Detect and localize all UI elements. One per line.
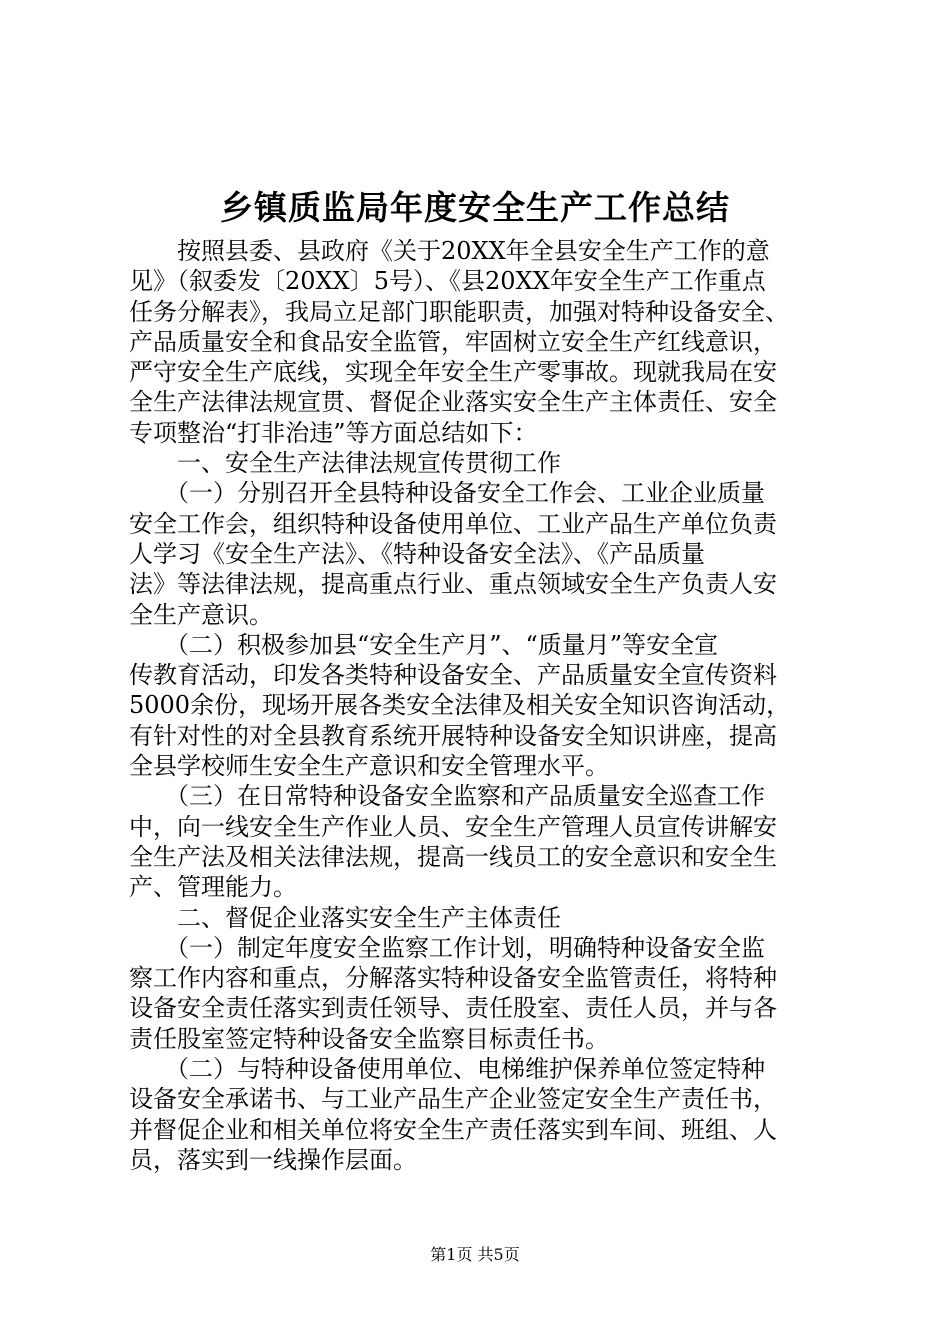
page-footer: 第1页 共5页 bbox=[430, 1245, 520, 1264]
document-body bbox=[129, 236, 829, 1175]
text-line: 按照县委、县政府《关于20XX年全县安全生产工作的意 bbox=[129, 237, 770, 265]
text-line: 察工作内容和重点，分解落实特种设备安全监管责任，将特种 bbox=[129, 964, 777, 993]
text-line: 见》（叙委发〔20XX〕5号）、《县20XX年安全生产工作重点 bbox=[129, 267, 766, 296]
text-line: 严守安全生产底线，实现全年安全生产零事故。现就我局在安 bbox=[129, 358, 777, 387]
document-title: 乡镇质监局年度安全生产工作总结 bbox=[220, 188, 730, 227]
text-line: 责任股室签定特种设备安全监察目标责任书。 bbox=[129, 1024, 609, 1053]
text-line: （二）与特种设备使用单位、电梯维护保养单位签定特种 bbox=[129, 1055, 765, 1084]
text-line: 员，落实到一线操作层面。 bbox=[129, 1145, 417, 1174]
text-line: （一）制定年度安全监察工作计划，明确特种设备安全监 bbox=[129, 933, 765, 962]
text-line: 设备安全责任落实到责任领导、责任股室、责任人员，并与各 bbox=[129, 994, 777, 1023]
text-line: 全县学校师生安全生产意识和安全管理水平。 bbox=[129, 752, 609, 781]
text-line: 中，向一线安全生产作业人员、安全生产管理人员宣传讲解安 bbox=[129, 812, 777, 841]
text-line: 全生产法及相关法律法规，提高一线员工的安全意识和安全生 bbox=[129, 842, 777, 871]
text-line: 法》等法律法规，提高重点行业、重点领域安全生产负责人安 bbox=[129, 570, 777, 599]
text-line: 专项整治“打非治违”等方面总结如下： bbox=[129, 418, 538, 447]
text-line: 并督促企业和相关单位将安全生产责任落实到车间、班组、人 bbox=[129, 1115, 777, 1144]
text-line: 一、安全生产法律法规宣传贯彻工作 bbox=[129, 449, 561, 478]
text-line: （一）分别召开全县特种设备安全工作会、工业企业质量 bbox=[129, 479, 765, 508]
text-line: 5000余份，现场开展各类安全法律及相关安全知识咨询活动， bbox=[129, 691, 791, 720]
text-line: （三）在日常特种设备安全监察和产品质量安全巡查工作 bbox=[129, 782, 765, 811]
text-line: 任务分解表》，我局立足部门职能职责，加强对特种设备安全、 bbox=[129, 297, 789, 326]
text-line: （二）积极参加县“安全生产月”、“质量月”等安全宣 bbox=[129, 630, 719, 659]
text-line: 安全工作会，组织特种设备使用单位、工业产品生产单位负责 bbox=[129, 509, 777, 538]
text-line: 设备安全承诺书、与工业产品生产企业签定安全生产责任书， bbox=[129, 1085, 777, 1114]
text-line: 全生产法律法规宣贯、督促企业落实安全生产主体责任、安全 bbox=[129, 388, 777, 417]
text-line: 传教育活动，印发各类特种设备安全、产品质量安全宣传资料 bbox=[129, 661, 777, 690]
text-line: 二、督促企业落实安全生产主体责任 bbox=[129, 903, 561, 932]
text-line: 人学习《安全生产法》、《特种设备安全法》、《产品质量 bbox=[129, 539, 705, 568]
text-line: 产、管理能力。 bbox=[129, 873, 297, 902]
text-line: 产品质量安全和食品安全监管，牢固树立安全生产红线意识， bbox=[129, 327, 777, 356]
text-line: 有针对性的对全县教育系统开展特种设备安全知识讲座，提高 bbox=[129, 721, 777, 750]
text-line: 全生产意识。 bbox=[129, 600, 273, 629]
